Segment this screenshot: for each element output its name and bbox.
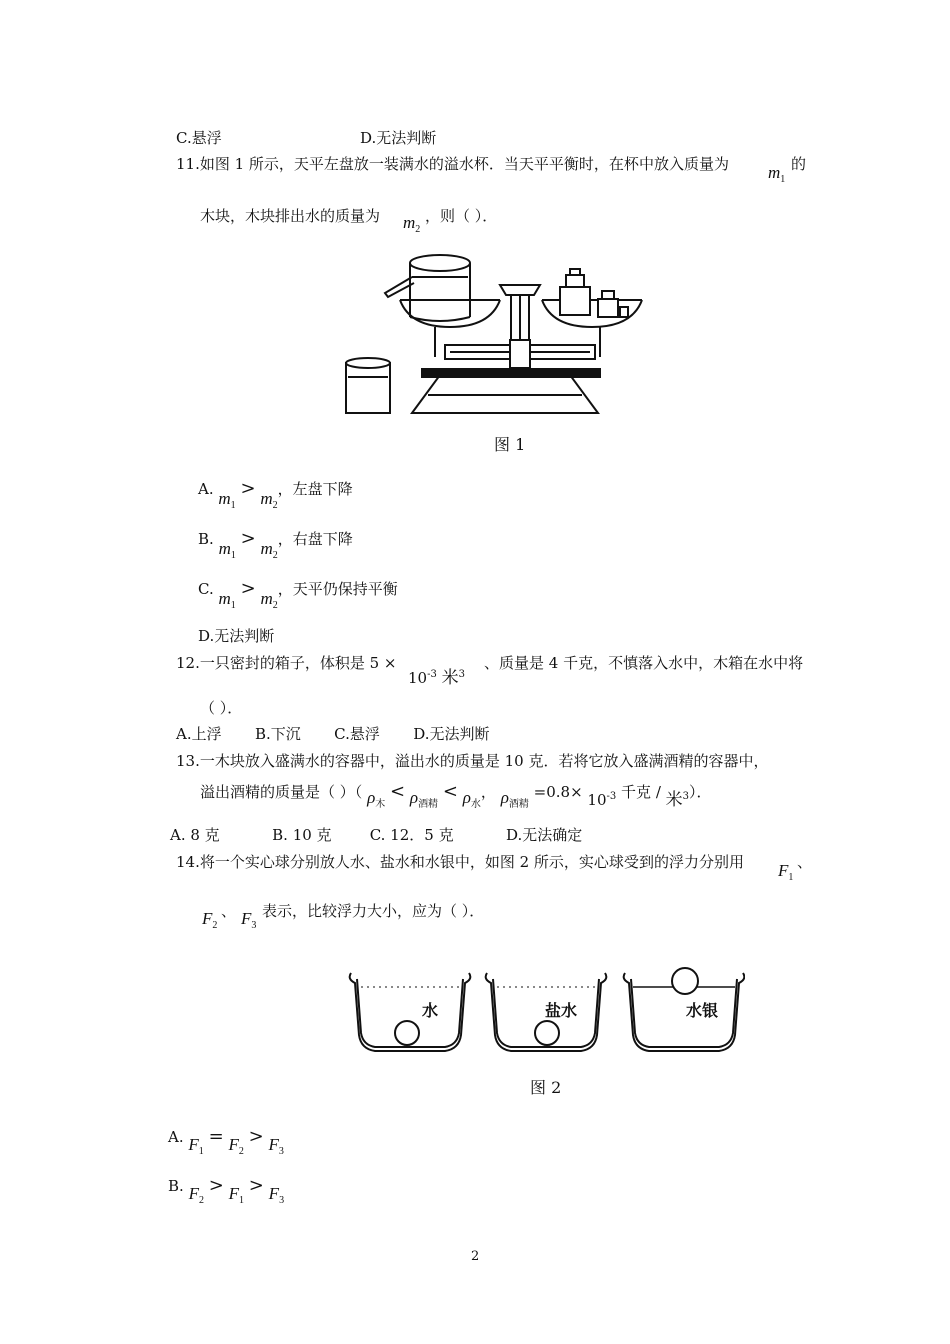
q14-option-a: A. $F_1 = F_2 > F_3$ [168,1126,284,1157]
q11-option-d: D.无法判断 [198,627,275,645]
q12-power: $10^{-3}$ 米$^3$ [408,668,465,688]
q11-stem-end: 的 [791,155,807,173]
q11-option-a: A. $m_1 > m_2$，左盘下降 [198,478,353,511]
figure-2-caption: 图 2 [530,1078,562,1097]
label-mercury: 水银 [686,1001,719,1020]
q11-m1: $m_1$ [768,163,786,185]
q14-F1: $F_1$ [778,861,794,883]
q14-F3: $F_3$ [241,909,257,931]
page-number: 2 [471,1249,480,1264]
label-water: 水 [422,1001,439,1020]
label-brine: 盐水 [545,1001,578,1020]
q13-stem-line2: 溢出酒精的质量是（ ）（ $\rho_木 < \rho_{酒精} < \rho_水$， $\rho_{酒精} =0.8\times 10^{-3}$ 千克 / 米$^3$）． [200,781,712,810]
q14-F2: $F_2$ [202,909,218,931]
q14-stem-line1: 14.将一个实心球分别放人水、盐水和水银中，如图 2 所示，实心球受到的浮力分别用 [176,853,744,871]
q12-blank: （ ）． [200,699,243,717]
q11-option-b: B. $m_1 > m_2$，右盘下降 [198,528,353,561]
figure-1-caption: 图 1 [494,435,526,454]
q14-sep2: 、 [221,902,237,920]
figure-1-balance [330,245,660,420]
q11-stem-line2: 木块，木块排出水的质量为 [200,207,381,225]
q10-option-c: C.悬浮 [176,129,222,147]
q11-option-c: C. $m_1 > m_2$，天平仍保持平衡 [198,578,398,611]
q11-stem-tail: ，则（ ）． [425,207,498,225]
q14-option-b: B. $F_2 > F_1 > F_3$ [168,1175,285,1206]
q12-stem-tail: 、质量是 4 千克，不慎落入水中，木箱在水中将 [484,654,804,672]
q13-stem-line1: 13.一木块放入盛满水的容器中，溢出水的质量是 10 克．若将它放入盛满酒精的容器中， [176,752,769,770]
q12-stem-line1: 12.一只密封的箱子，体积是 5 × [176,654,397,672]
q11-stem-line1: 11.如图 1 所示，天平左盘放一装满水的溢水杯．当天平平衡时，在杯中放入质量为 [176,155,729,173]
q14-sep: 、 [797,853,813,871]
q13-options: A. 8 克 B. 10 克 C. 12．5 克 D.无法确定 [170,826,583,844]
q14-stem-line2: 表示，比较浮力大小，应为（ ）． [262,902,485,920]
q11-m2: $m_2$ [403,213,421,235]
q12-options: A.上浮 B.下沉 C.悬浮 D.无法判断 [176,725,490,743]
q10-option-d: D.无法判断 [360,129,437,147]
